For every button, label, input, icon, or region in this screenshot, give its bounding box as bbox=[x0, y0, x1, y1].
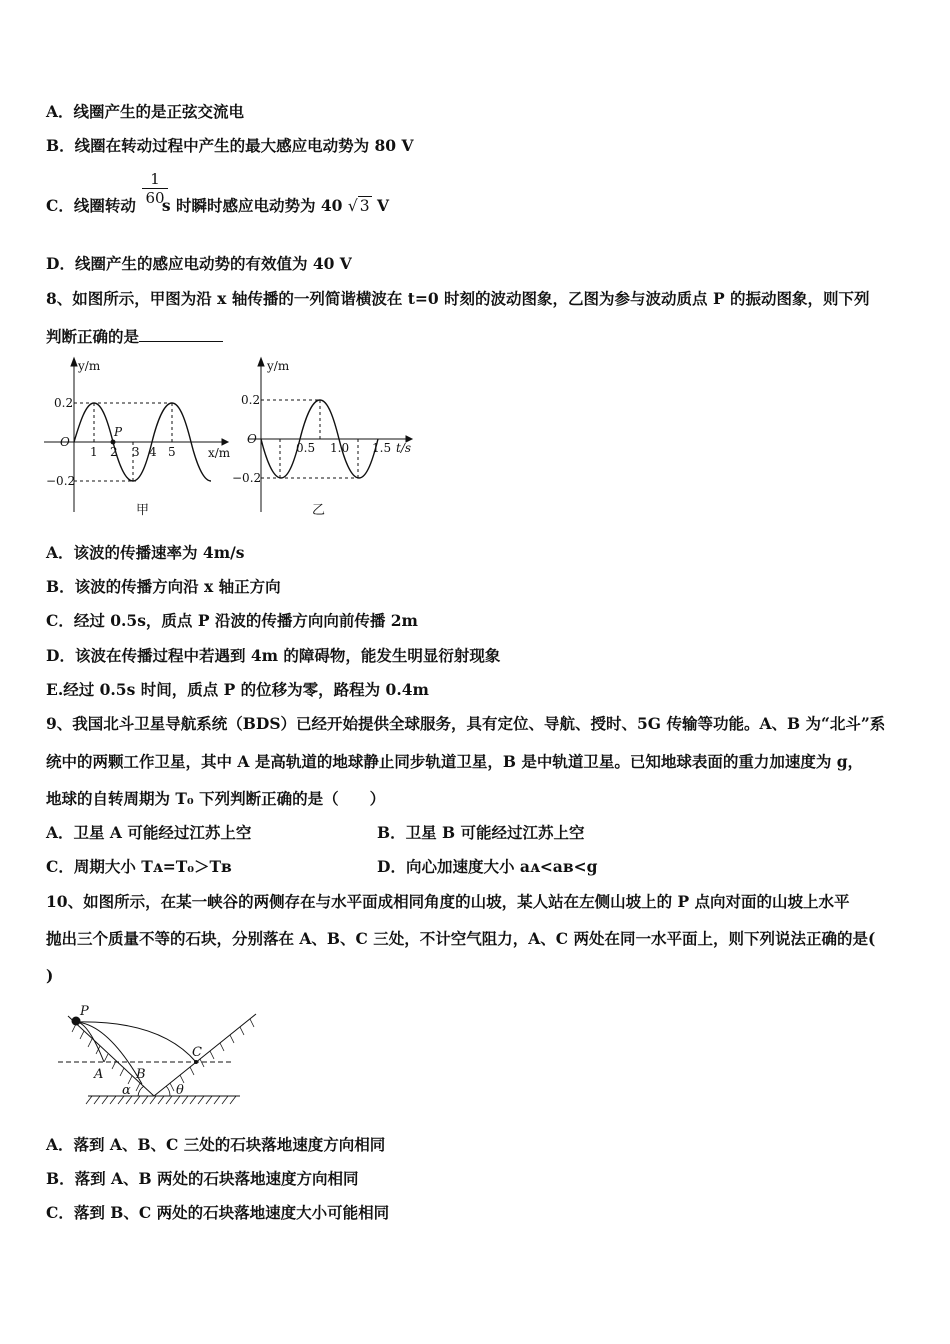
graph-a-xtick: 2 bbox=[110, 445, 118, 459]
sqrt-symbol: √ 3 bbox=[347, 197, 370, 215]
answer-blank bbox=[139, 327, 223, 342]
label-p: P bbox=[80, 1004, 89, 1019]
q8-option-b: B．该波的传播方向沿 x 轴正方向 bbox=[46, 577, 281, 596]
q8-stem-line2 bbox=[46, 327, 223, 347]
q9-stem-line3: 地球的自转周期为 T₀ 下列判断正确的是（ ） bbox=[46, 789, 386, 808]
graph-a-ylabel: y/m bbox=[78, 359, 101, 373]
canyon-diagram bbox=[50, 1000, 260, 1112]
graph-b-caption: 乙 bbox=[312, 503, 326, 518]
graph-b-xtick: 1.0 bbox=[330, 441, 350, 455]
q9-option-a: A．卫星 A 可能经过江苏上空 bbox=[46, 823, 252, 842]
q9-option-b: B．卫星 B 可能经过江苏上空 bbox=[377, 823, 585, 842]
graph-a-point-p: P bbox=[114, 425, 123, 439]
graph-b-origin: O bbox=[247, 432, 257, 446]
q8-option-e: E.经过 0.5s 时间，质点 P 的位移为零，路程为 0.4m bbox=[46, 680, 429, 699]
graph-a-caption: 甲 bbox=[136, 503, 150, 518]
q10-stem-line3: ) bbox=[46, 966, 54, 985]
label-a: A bbox=[94, 1067, 104, 1082]
q7-option-a: A．线圈产生的是正弦交流电 bbox=[46, 102, 245, 121]
vibration-graph-b bbox=[230, 352, 426, 522]
graph-a-xtick: 5 bbox=[168, 445, 176, 459]
fraction-numerator: 1 bbox=[142, 170, 168, 189]
q7-option-c bbox=[46, 196, 389, 216]
fraction bbox=[142, 170, 168, 207]
q10-stem-line1: 10、如图所示，在某一峡谷的两侧存在与水平面成相同角度的山坡，某人站在左侧山坡上的 P 点向对面的山坡上水平 bbox=[46, 892, 850, 911]
q7-option-c-middle: s 时瞬时感应电动势为 40 bbox=[161, 196, 343, 215]
wave-graph-a bbox=[44, 352, 240, 522]
graph-a-xlabel: x/m bbox=[208, 446, 231, 460]
q9-stem-line1: 9、我国北斗卫星导航系统（BDS）已经开始提供全球服务，具有定位、导航、授时、5G 传输等功能。A、B 为“北斗”系 bbox=[46, 714, 886, 733]
q8-option-c: C．经过 0.5s，质点 P 沿波的传播方向向前传播 2m bbox=[46, 611, 418, 630]
graph-a-xtick: 1 bbox=[90, 445, 98, 459]
q7-option-c-prefix: C．线圈转动 bbox=[46, 196, 136, 215]
label-theta: θ bbox=[176, 1083, 184, 1098]
label-alpha: α bbox=[122, 1083, 131, 1098]
q9-stem-line2: 统中的两颗工作卫星，其中 A 是高轨道的地球静止同步轨道卫星，B 是中轨道卫星。已知地球表面的重力加速度为 g， bbox=[46, 752, 864, 771]
label-b: B bbox=[136, 1067, 146, 1082]
q7-option-c-suffix: V bbox=[377, 196, 390, 215]
q10-stem-line2: 抛出三个质量不等的石块，分别落在 A、B、C 三处，不计空气阻力，A、C 两处在同一水平面上，则下列说法正确的是( bbox=[46, 929, 876, 948]
graph-a-ytick-top: 0.2 bbox=[54, 396, 74, 410]
q8-option-a: A．该波的传播速率为 4m/s bbox=[46, 543, 245, 562]
graph-a-ytick-bottom: −0.2 bbox=[46, 474, 76, 488]
q7-option-d: D．线圈产生的感应电动势的有效值为 40 V bbox=[46, 254, 352, 273]
graph-b-xtick: 1.5 bbox=[372, 441, 392, 455]
point-p-marker bbox=[111, 440, 116, 445]
q7-option-b: B．线圈在转动过程中产生的最大感应电动势为 80 V bbox=[46, 136, 414, 155]
q10-option-a: A．落到 A、B、C 三处的石块落地速度方向相同 bbox=[46, 1135, 386, 1154]
graph-b-ylabel: y/m bbox=[267, 359, 290, 373]
q8-option-d: D．该波在传播过程中若遇到 4m 的障碍物，能发生明显衍射现象 bbox=[46, 646, 501, 665]
q9-option-c: C．周期大小 Tᴀ=T₀＞Tʙ bbox=[46, 857, 232, 876]
label-c: C bbox=[192, 1045, 202, 1060]
graph-b-ytick-top: 0.2 bbox=[241, 393, 261, 407]
sqrt-radicand: 3 bbox=[359, 197, 370, 215]
q10-option-b: B．落到 A、B 两处的石块落地速度方向相同 bbox=[46, 1169, 359, 1188]
q8-stem-text: 判断正确的是 bbox=[46, 327, 140, 346]
q10-option-c: C．落到 B、C 两处的石块落地速度大小可能相同 bbox=[46, 1203, 390, 1222]
q9-option-d: D．向心加速度大小 aᴀ<aʙ<g bbox=[377, 857, 598, 876]
graph-a-origin: O bbox=[60, 435, 70, 449]
graph-b-xtick: 0.5 bbox=[296, 441, 316, 455]
graph-a-xtick: 4 bbox=[149, 445, 157, 459]
graph-b-ytick-bottom: −0.2 bbox=[232, 471, 262, 485]
graph-a-xtick: 3 bbox=[132, 445, 140, 459]
point-c-marker bbox=[194, 1060, 198, 1064]
fraction-denominator: 60 bbox=[145, 189, 165, 207]
graph-b-xlabel: t/s bbox=[396, 441, 412, 455]
q8-stem-line1: 8、如图所示，甲图为沿 x 轴传播的一列简谐横波在 t=0 时刻的波动图象，乙图为参与波动质点 P 的振动图象，则下列 bbox=[46, 289, 870, 308]
